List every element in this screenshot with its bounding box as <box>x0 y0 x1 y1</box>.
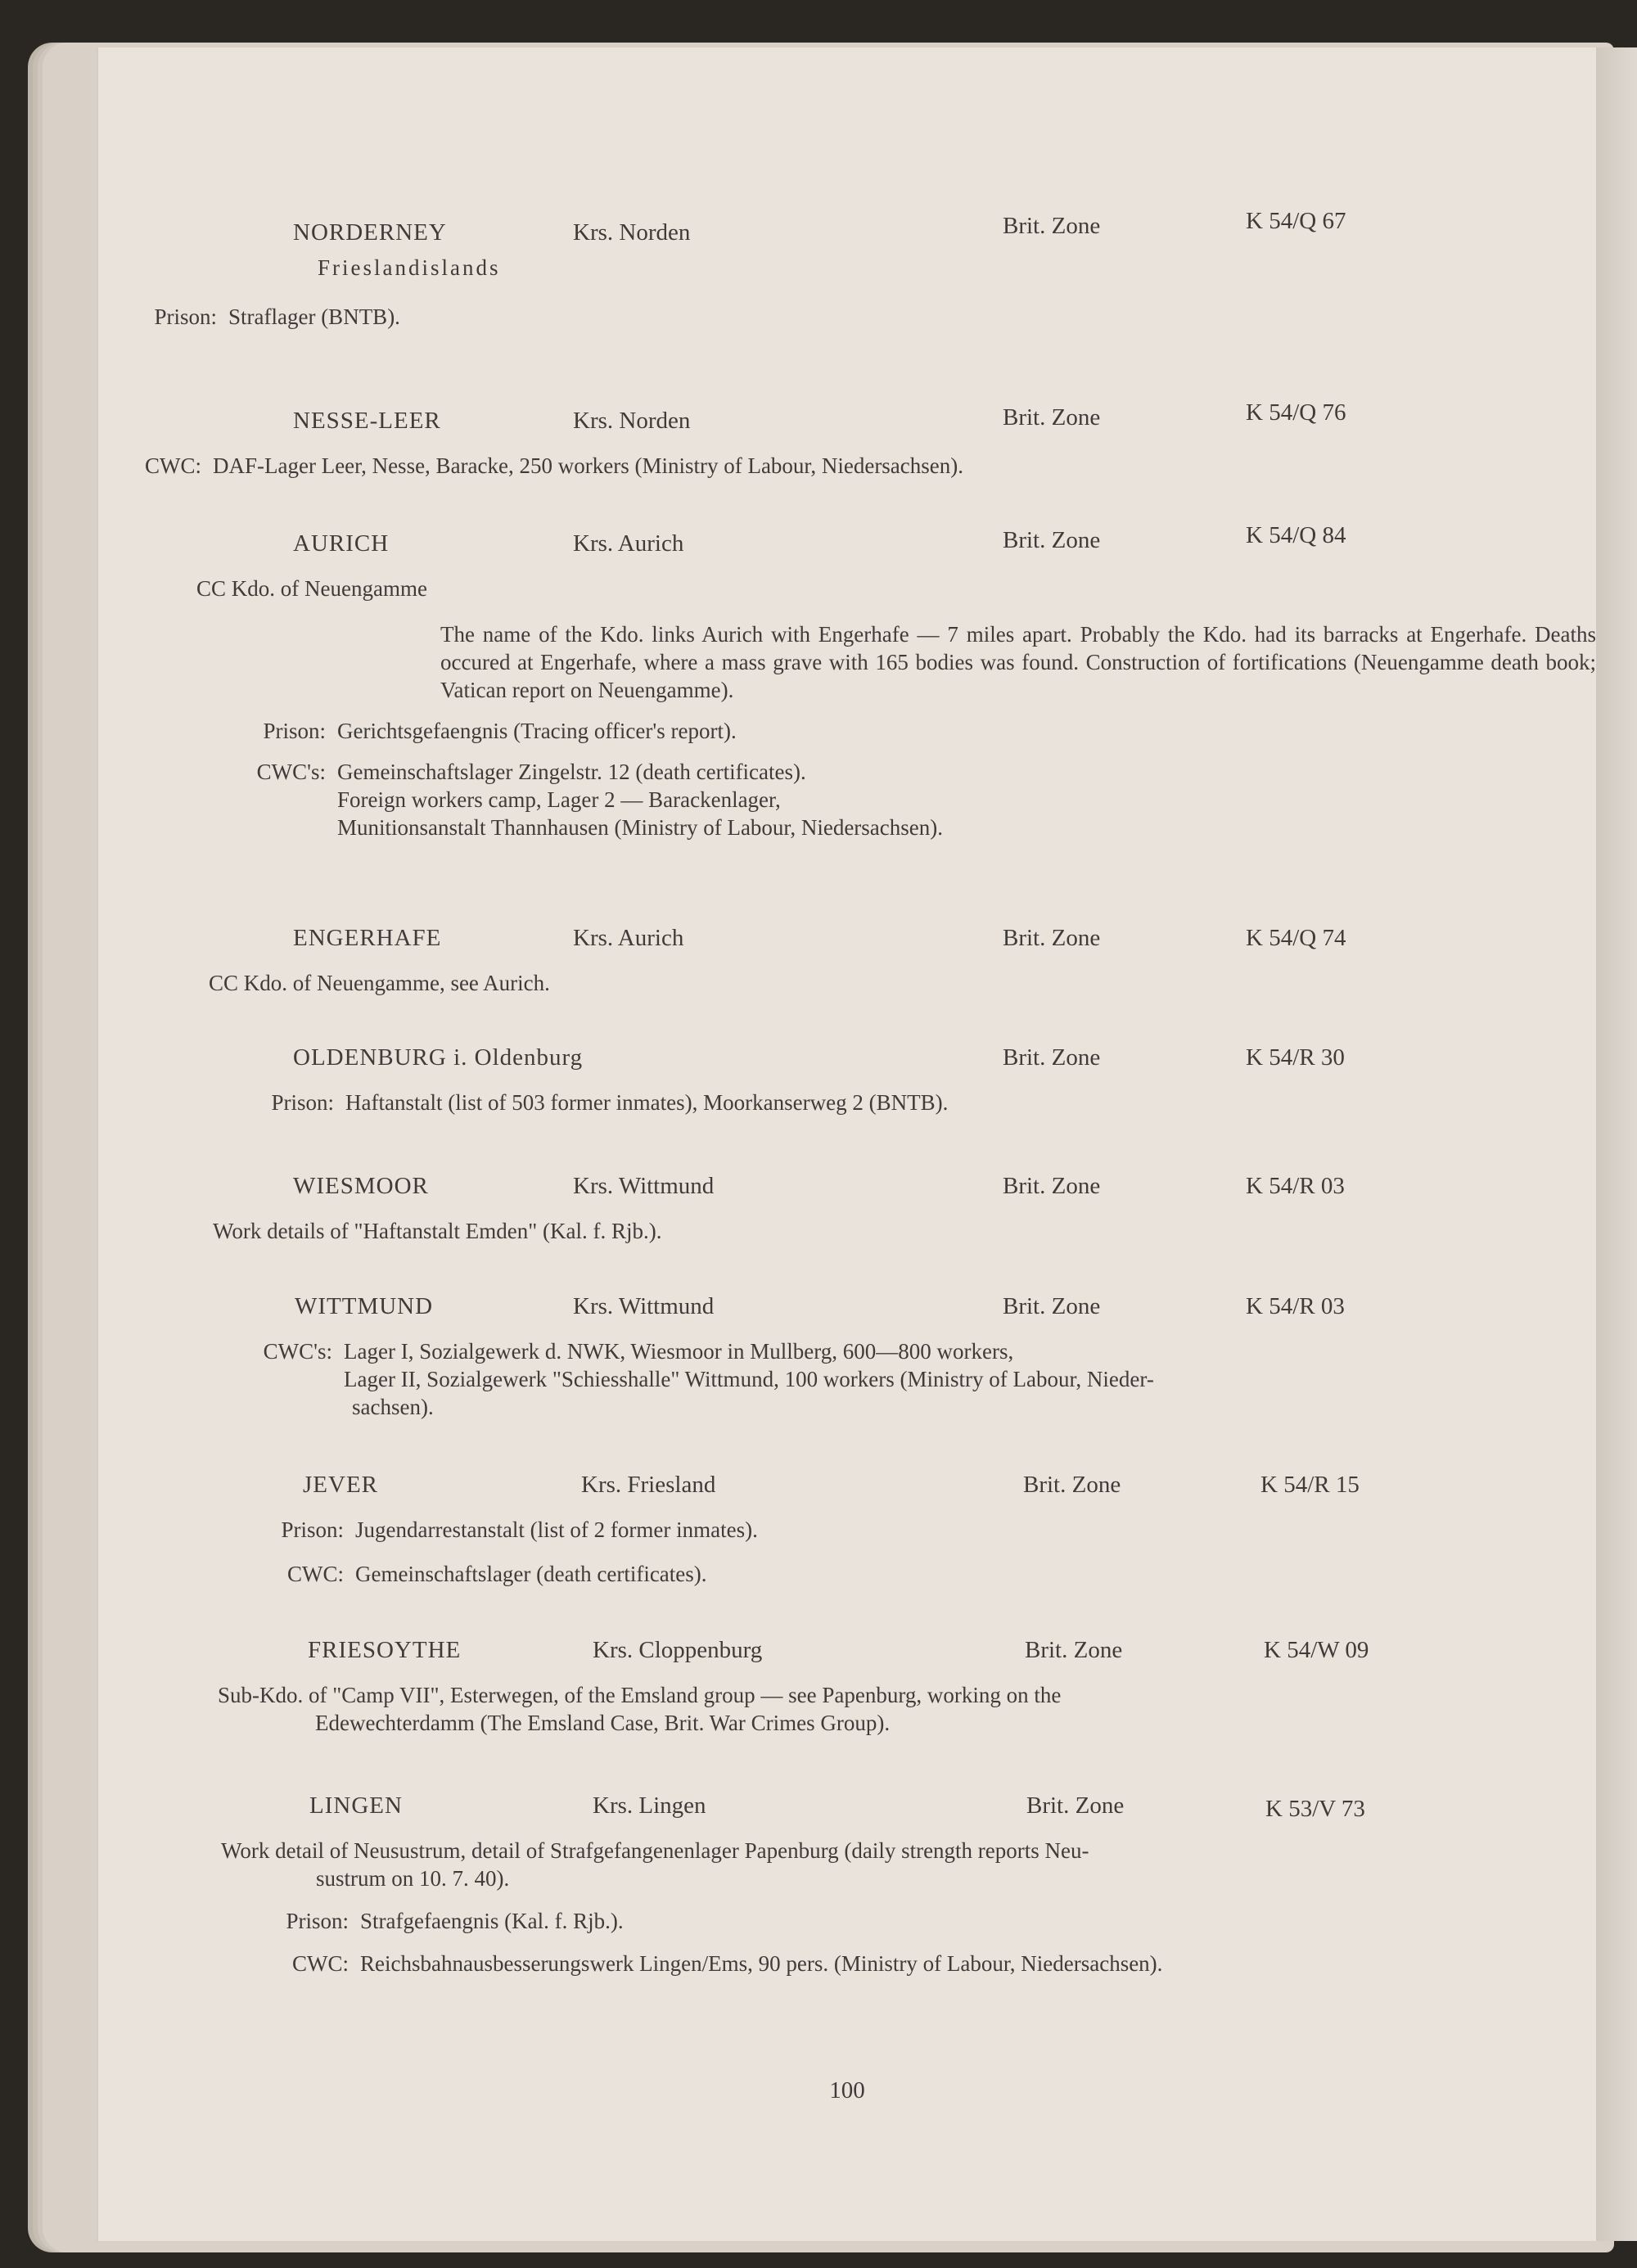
row-line: DAF-Lager Leer, Nesse, Baracke, 250 workers (Ministry of Labour, Niedersachsen). <box>213 453 964 478</box>
place-name: WITTMUND <box>295 1293 434 1319</box>
detail-row <box>98 1560 1612 1588</box>
row-label: Prison: <box>286 1909 349 1933</box>
row-line: Foreign workers camp, Lager 2 — Barackenlager, <box>337 787 781 812</box>
note-line: sustrum on 10. 7. 40). <box>316 1866 510 1891</box>
detail-row <box>98 1950 1612 1977</box>
district: Krs. Wittmund <box>573 1293 715 1319</box>
note-line: Sub-Kdo. of "Camp VII", Esterwegen, of the Emsland group — see Papenburg, working on the <box>218 1683 1062 1707</box>
district: Krs. Cloppenburg <box>593 1637 763 1663</box>
row-label: CWC: <box>144 453 201 478</box>
row-label: Prison: <box>154 304 217 329</box>
zone: Brit. Zone <box>1003 404 1101 431</box>
detail-row <box>98 303 1612 331</box>
row-label: Prison: <box>263 719 326 743</box>
district: Krs. Wittmund <box>573 1173 715 1199</box>
note-line: Work details of "Haftanstalt Emden" (Kal. f. Rjb.). <box>213 1219 662 1243</box>
entry-jever <box>98 1472 1612 1588</box>
grid-reference: K 54/R 15 <box>1260 1472 1360 1498</box>
detail-row <box>98 452 1612 480</box>
detail-row <box>98 758 1612 841</box>
zone: Brit. Zone <box>1003 925 1101 951</box>
row-label: Prison: <box>281 1517 344 1542</box>
place-name: JEVER <box>303 1472 378 1498</box>
place-name: FRIESOYTHE <box>308 1637 462 1663</box>
note-line: CC Kdo. of Neuengamme, see Aurich. <box>209 971 550 995</box>
district: Krs. Norden <box>573 408 691 434</box>
row-line: Lager II, Sozialgewerk "Schiesshalle" Wittmund, 100 workers (Ministry of Labour, Nieder- <box>344 1367 1154 1391</box>
sub-place-name: Frieslandislands <box>318 255 501 280</box>
row-line: Gemeinschaftslager (death certificates). <box>355 1562 707 1586</box>
row-label: CWC: <box>286 1562 344 1586</box>
district: Krs. Norden <box>573 219 691 246</box>
note-line: Edewechterdamm (The Emsland Case, Brit. War Crimes Group). <box>315 1711 891 1735</box>
detail-row <box>98 1089 1612 1116</box>
grid-reference: K 54/Q 67 <box>1246 208 1346 234</box>
place-name: LINGEN <box>309 1792 403 1819</box>
zone: Brit. Zone <box>1026 1792 1125 1819</box>
entry-aurich <box>98 522 1612 841</box>
page-number: 100 <box>829 2077 865 2103</box>
zone: Brit. Zone <box>1003 1293 1101 1319</box>
row-line: sachsen). <box>352 1395 434 1419</box>
entry-friesoythe <box>98 1637 1612 1737</box>
place-name: ENGERHAFE <box>293 925 442 951</box>
row-label: Prison: <box>271 1090 334 1115</box>
zone: Brit. Zone <box>1023 1472 1121 1498</box>
entry-note <box>98 1217 1612 1245</box>
row-line: Strafgefaengnis (Kal. f. Rjb.). <box>360 1909 624 1933</box>
entry-engerhafe <box>98 925 1612 997</box>
grid-reference: K 54/R 03 <box>1246 1173 1345 1199</box>
entry-wittmund <box>98 1293 1612 1421</box>
zone: Brit. Zone <box>1003 527 1101 553</box>
detail-row <box>98 1907 1612 1935</box>
place-name: OLDENBURG i. Oldenburg <box>293 1044 584 1071</box>
entry-nesse-leer <box>98 399 1612 480</box>
grid-reference: K 54/Q 84 <box>1246 522 1346 548</box>
district: Krs. Aurich <box>573 530 684 557</box>
detail-row <box>98 1516 1612 1544</box>
row-line: Straflager (BNTB). <box>228 304 400 329</box>
detail-row <box>98 717 1612 745</box>
district: Krs. Aurich <box>573 925 684 951</box>
grid-reference: K 53/V 73 <box>1265 1796 1365 1822</box>
entry-wiesmoor <box>98 1173 1612 1245</box>
place-name: WIESMOOR <box>293 1173 429 1199</box>
grid-reference: K 54/Q 74 <box>1246 925 1346 951</box>
book-page <box>97 47 1596 2241</box>
place-name: NESSE-LEER <box>293 408 441 434</box>
zone: Brit. Zone <box>1003 213 1101 239</box>
detail-row <box>98 1337 1612 1421</box>
grid-reference: K 54/R 03 <box>1246 1293 1345 1319</box>
row-line: Lager I, Sozialgewerk d. NWK, Wiesmoor in Mullberg, 600—800 workers, <box>344 1339 1014 1364</box>
district: Krs. Friesland <box>581 1472 716 1498</box>
place-name: NORDERNEY <box>293 219 447 246</box>
grid-reference: K 54/Q 76 <box>1246 399 1346 426</box>
zone: Brit. Zone <box>1025 1637 1123 1663</box>
entry-paragraph: The name of the Kdo. links Aurich with Engerhafe — 7 miles apart. Probably the Kdo. had its barracks at Engerhafe. Deaths occured at Engerhafe, where a mass grave with 165 bodies was found. Construction of fortifications (Neuengamme death book; Vatican report on Neuengamme). <box>440 622 1596 702</box>
grid-reference: K 54/W 09 <box>1264 1637 1369 1663</box>
row-line: Jugendarrestanstalt (list of 2 former inmates). <box>355 1517 758 1542</box>
row-label: CWC's: <box>263 1339 332 1364</box>
row-line: Reichsbahnausbesserungswerk Lingen/Ems, 90 pers. (Ministry of Labour, Niedersachsen). <box>360 1951 1163 1976</box>
note-line: CC Kdo. of Neuengamme <box>196 576 427 601</box>
district: Krs. Lingen <box>593 1792 706 1819</box>
entry-note <box>98 1681 1612 1737</box>
place-name: AURICH <box>293 530 390 557</box>
entry-norderney <box>98 208 1612 331</box>
note-line: Work detail of Neusustrum, detail of Strafgefangenenlager Papenburg (daily strength reports Neu- <box>221 1838 1089 1863</box>
entry-oldenburg <box>98 1044 1612 1116</box>
row-line: Gemeinschaftslager Zingelstr. 12 (death certificates). <box>337 760 806 784</box>
entry-note <box>98 969 1612 997</box>
entry-lingen <box>98 1792 1612 1977</box>
entry-note <box>98 1837 1612 1892</box>
row-label: CWC: <box>291 1951 349 1976</box>
row-line: Haftanstalt (list of 503 former inmates), Moorkanserweg 2 (BNTB). <box>345 1090 949 1115</box>
row-label: CWC's: <box>256 760 326 784</box>
row-line: Gerichtsgefaengnis (Tracing officer's report). <box>337 719 737 743</box>
grid-reference: K 54/R 30 <box>1246 1044 1345 1071</box>
zone: Brit. Zone <box>1003 1044 1101 1071</box>
row-line: Munitionsanstalt Thannhausen (Ministry of Labour, Niedersachsen). <box>337 815 944 840</box>
zone: Brit. Zone <box>1003 1173 1101 1199</box>
entry-note <box>98 575 1612 602</box>
